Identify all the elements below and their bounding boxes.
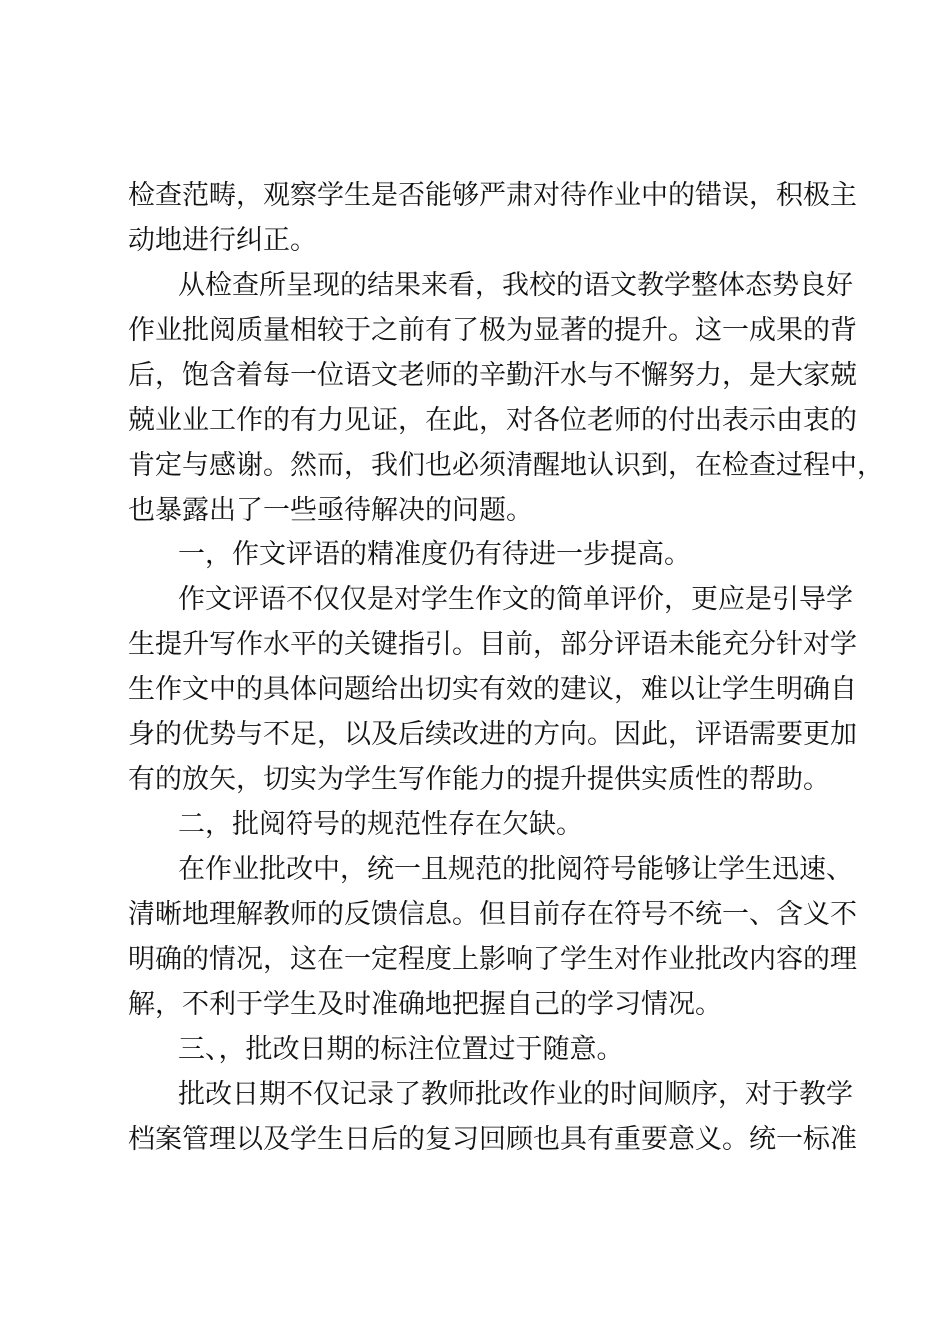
text-line: 肯定与感谢。然而，我们也必须清醒地认识到，在检查过程中， (128, 450, 884, 481)
text-line: 身的优势与不足，以及后续改进的方向。因此，评语需要更加 (128, 719, 857, 750)
section-heading-2: 二，批阅符号的规范性存在欠缺。 (178, 809, 583, 840)
text-line: 生提升写作水平的关键指引。目前，部分评语未能充分针对学 (128, 629, 857, 660)
text-line: 检查范畴，观察学生是否能够严肃对待作业中的错误，积极主 (128, 180, 857, 211)
text-line: 兢业业工作的有力见证，在此，对各位老师的付出表示由衷的 (128, 405, 857, 436)
section-heading-3: 三、，批改日期的标注位置过于随意。 (178, 1034, 624, 1065)
text-line: 档案管理以及学生日后的复习回顾也具有重要意义。统一标准 (128, 1124, 857, 1155)
section-heading-1: 一，作文评语的精准度仍有待进一步提高。 (178, 539, 691, 570)
text-line: 解，不利于学生及时准确地把握自己的学习情况。 (128, 989, 722, 1020)
text-line: 也暴露出了一些亟待解决的问题。 (128, 495, 533, 526)
text-line: 明确的情况，这在一定程度上影响了学生对作业批改内容的理 (128, 944, 857, 975)
text-line: 有的放矢，切实为学生写作能力的提升提供实质性的帮助。 (128, 764, 830, 795)
text-line: 生作文中的具体问题给出切实有效的建议，难以让学生明确自 (128, 674, 857, 705)
text-line: 动地进行纠正。 (128, 225, 317, 256)
text-line: 清晰地理解教师的反馈信息。但目前存在符号不统一、含义不 (128, 899, 857, 930)
paragraph-start-line: 从检查所呈现的结果来看，我校的语文教学整体态势良好 (178, 270, 853, 301)
text-line: 后，饱含着每一位语文老师的辛勤汗水与不懈努力，是大家兢 (128, 360, 857, 391)
paragraph-start-line: 作文评语不仅仅是对学生作文的简单评价，更应是引导学 (178, 584, 853, 615)
text-line: 作业批阅质量相较于之前有了极为显著的提升。这一成果的背 (128, 315, 857, 346)
paragraph-start-line: 在作业批改中，统一且规范的批阅符号能够让学生迅速、 (178, 854, 853, 885)
paragraph-start-line: 批改日期不仅记录了教师批改作业的时间顺序，对于教学 (178, 1079, 853, 1110)
